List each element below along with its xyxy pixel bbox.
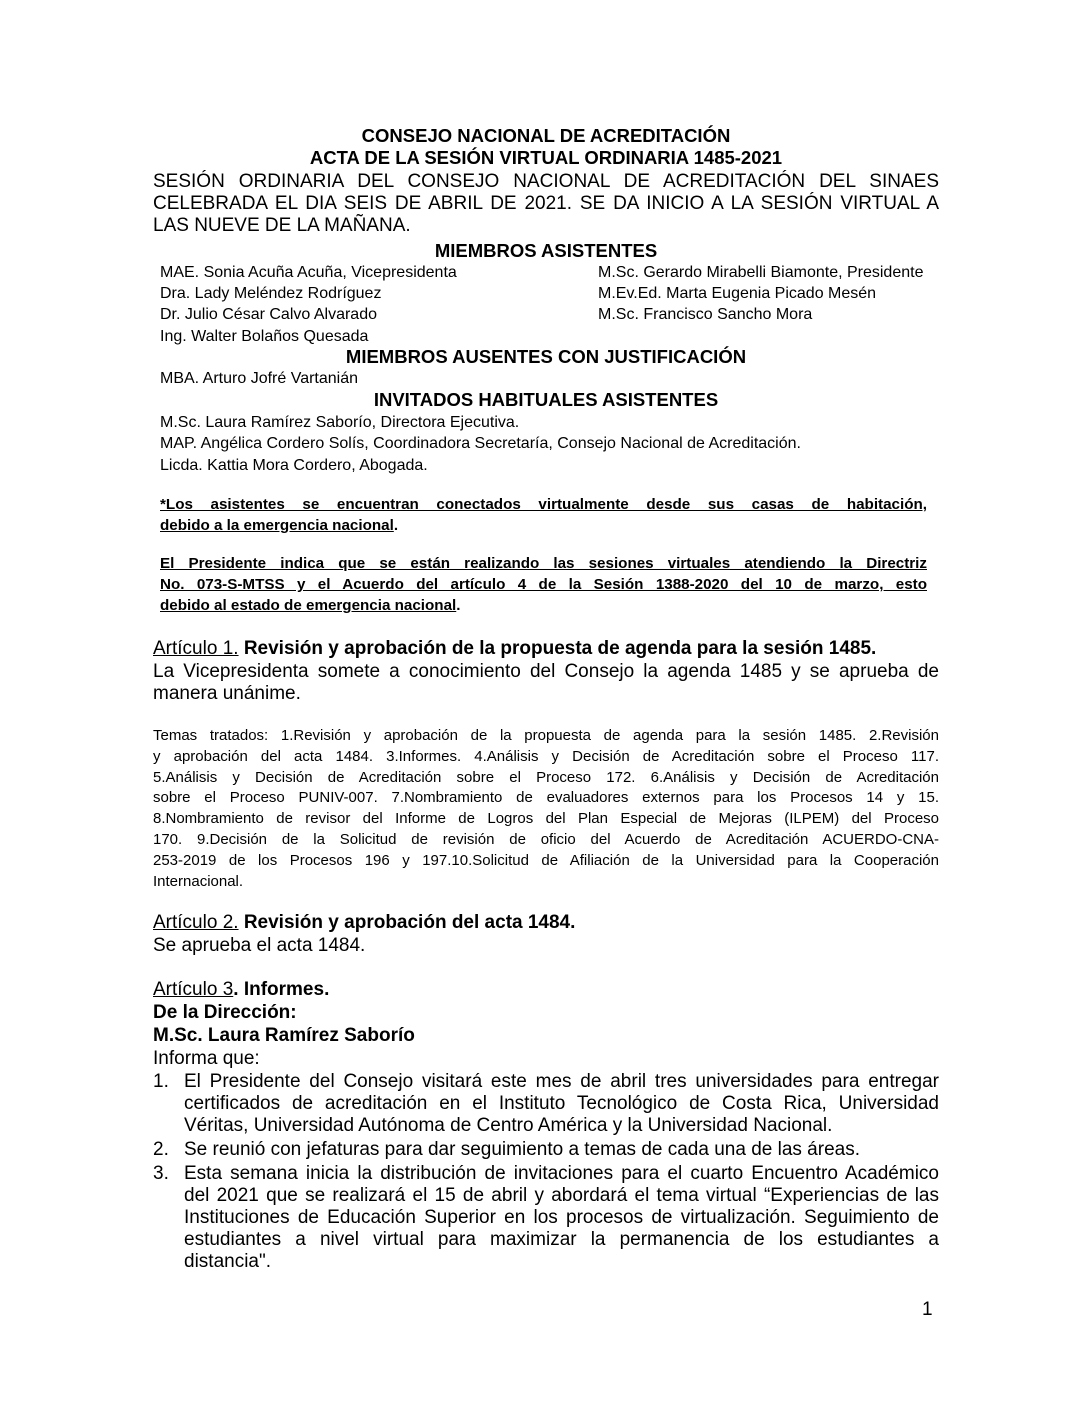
topics-line: sobre el Proceso PUNIV-007. 7.Nombramiento de evaluadores externos para los Procesos 14 y 15. <box>153 789 939 807</box>
article-label: Artículo 3 <box>153 979 234 1000</box>
list-number: 2. <box>153 1139 169 1160</box>
article-title: Revisión y aprobación de la propuesta de agenda para la sesión 1485. <box>238 638 877 659</box>
list-line: Esta semana inicia la distribución de invitaciones para el cuarto Encuentro Académico <box>184 1163 939 1184</box>
article-1-body <box>153 661 939 705</box>
list-line: certificados de acreditación en el Instituto Tecnológico de Costa Rica, Universidad <box>184 1093 939 1114</box>
member-name: M.Sc. Francisco Sancho Mora <box>598 306 813 323</box>
list-line: Instituciones de Educación Superior en los procesos de virtualización. Seguimiento de <box>184 1207 939 1228</box>
member-name: Ing. Walter Bolaños Quesada <box>160 328 369 345</box>
article-label: Artículo 2. <box>153 912 239 933</box>
report-intro: Informa que: <box>153 1048 260 1069</box>
list-number: 3. <box>153 1163 169 1184</box>
article-1-heading <box>153 638 876 660</box>
intro-line: SESIÓN ORDINARIA DEL CONSEJO NACIONAL DE ACREDITACIÓN DEL SINAES <box>153 171 939 192</box>
agenda-topics <box>153 726 939 892</box>
note-period: . <box>393 517 399 534</box>
direction-subheading: De la Dirección: <box>153 1002 297 1023</box>
president-directive-note <box>160 553 927 616</box>
virtual-attendance-note <box>160 494 927 536</box>
topics-line: Temas tratados: 1.Revisión y aprobación de la propuesta de agenda para la sesión 1485. 2.Revisión <box>153 727 939 744</box>
note-line: El Presidente indica que se están realizando las sesiones virtuales atendiendo la Directriz <box>160 555 927 572</box>
topics-line: y aprobación del acta 1484. 3.Informes. 4.Análisis y Decisión de Acreditación sobre el Proceso 117. <box>153 747 939 765</box>
member-name: Dr. Julio César Calvo Alvarado <box>160 306 377 323</box>
list-line: distancia". <box>184 1251 272 1272</box>
list-line: del 2021 que se realizará el 15 de abril y abordará el tema virtual “Experiencias de las <box>184 1185 939 1206</box>
article-2-body: Se aprueba el acta 1484. <box>153 935 366 956</box>
document-title: CONSEJO NACIONAL DE ACREDITACIÓN <box>361 125 731 146</box>
guest-name: MAP. Angélica Cordero Solís, Coordinadora Secretaría, Consejo Nacional de Acreditación. <box>160 435 801 452</box>
list-item <box>153 1071 939 1137</box>
guest-name: Licda. Kattia Mora Cordero, Abogada. <box>160 457 428 474</box>
guests-heading: INVITADOS HABITUALES ASISTENTES <box>373 389 719 410</box>
director-name: M.Sc. Laura Ramírez Saborío <box>153 1025 415 1046</box>
list-line: Véritas, Universidad Autónoma de Centro América y la Universidad Nacional. <box>184 1115 833 1136</box>
topics-line: 170. 9.Decisión de la Solicitud de revisión de oficio del Acuerdo de Acreditación ACUERDO-CNA- <box>153 830 939 848</box>
note-line: *Los asistentes se encuentran conectados virtualmente desde sus casas de habitación, <box>160 496 927 513</box>
article-label: Artículo 1. <box>153 638 239 659</box>
article-2-heading <box>153 912 575 934</box>
list-number: 1. <box>153 1071 169 1092</box>
article-title: Revisión y aprobación del acta 1484. <box>238 912 576 933</box>
article-3-heading <box>153 979 329 1001</box>
absent-member-name: MBA. Arturo Jofré Vartanián <box>160 370 359 387</box>
note-line: No. 073-S-MTSS y el Acuerdo del artículo 4 de la Sesión 1388-2020 del 10 de marzo, esto <box>160 576 927 593</box>
note-period: . <box>456 597 461 614</box>
article-title: . Informes. <box>233 979 330 1000</box>
topics-line: 8.Nombramiento de revisor del Informe de Logros del Plan Especial de Mejoras (ILPEM) del Proceso <box>153 810 939 828</box>
members-absent-heading: MIEMBROS AUSENTES CON JUSTIFICACIÓN <box>345 346 747 367</box>
report-list <box>153 1071 939 1273</box>
member-name: Dra. Lady Meléndez Rodríguez <box>160 285 382 302</box>
body-line: manera unánime. <box>153 683 301 704</box>
list-line: Se reunió con jefaturas para dar seguimiento a temas de cada una de las áreas. <box>184 1139 860 1160</box>
page-number: 1 <box>922 1299 933 1320</box>
member-name: M.Sc. Gerardo Mirabelli Biamonte, Presidente <box>598 264 924 281</box>
member-name: MAE. Sonia Acuña Acuña, Vicepresidenta <box>160 264 457 281</box>
list-line: El Presidente del Consejo visitará este mes de abril tres universidades para entregar <box>184 1071 939 1092</box>
intro-line: LAS NUEVE DE LA MAÑANA. <box>153 215 411 236</box>
list-item <box>153 1163 939 1273</box>
list-line: estudiantes a nivel virtual para maximizar la permanencia de los estudiantes a <box>184 1229 939 1250</box>
intro-line: CELEBRADA EL DIA SEIS DE ABRIL DE 2021. SE DA INICIO A LA SESIÓN VIRTUAL A <box>153 193 939 214</box>
topics-line: Internacional. <box>153 872 244 890</box>
session-intro <box>153 171 939 237</box>
note-line: debido a la emergencia nacional <box>160 517 394 534</box>
session-title: ACTA DE LA SESIÓN VIRTUAL ORDINARIA 1485-2021 <box>309 147 783 168</box>
note-line: debido al estado de emergencia nacional <box>160 597 457 614</box>
topics-line: 5.Análisis y Decisión de Acreditación sobre el Proceso 172. 6.Análisis y Decisión de Acreditación <box>153 768 939 786</box>
body-line: La Vicepresidenta somete a conocimiento del Consejo la agenda 1485 y se aprueba de <box>153 661 939 682</box>
list-item <box>153 1139 939 1161</box>
member-name: M.Ev.Ed. Marta Eugenia Picado Mesén <box>598 285 877 302</box>
topics-line: 253-2019 de los Procesos 196 y 197.10.Solicitud de Afiliación de la Universidad para la Cooperación <box>153 851 939 869</box>
guest-name: M.Sc. Laura Ramírez Saborío, Directora Ejecutiva. <box>160 414 520 431</box>
members-present-heading: MIEMBROS ASISTENTES <box>434 240 658 261</box>
